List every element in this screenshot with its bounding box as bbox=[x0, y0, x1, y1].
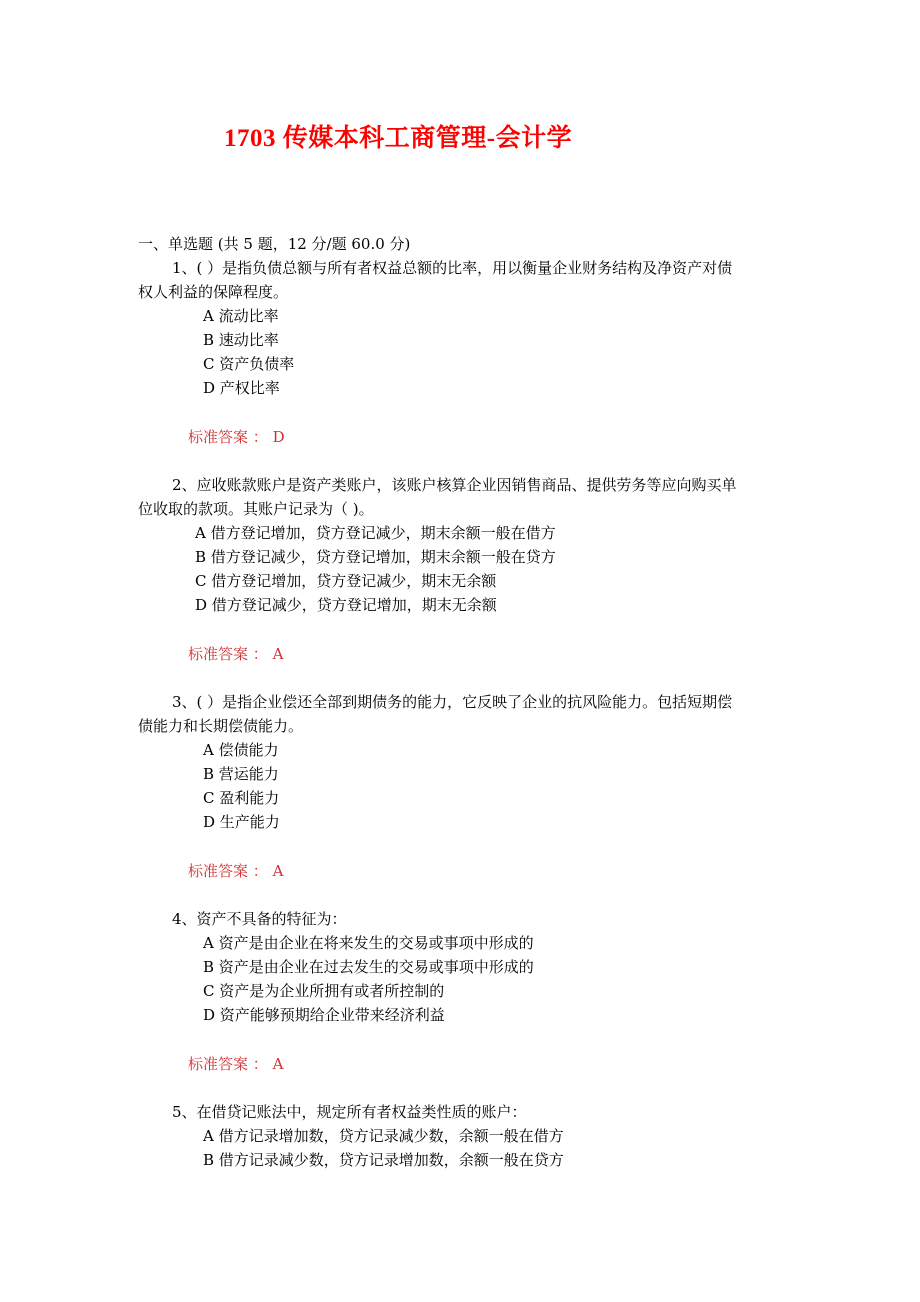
question-3-text-cont: 债能力和长期偿债能力。 bbox=[138, 717, 304, 735]
question-2-option-a: A 借方登记增加，贷方登记减少，期末余额一般在借方 bbox=[195, 524, 556, 542]
question-2-option-c: C 借方登记增加，贷方登记减少，期末无余额 bbox=[195, 572, 497, 590]
question-4-option-d: D 资产能够预期给企业带来经济利益 bbox=[203, 1006, 445, 1024]
answer-label: 标准答案 ： bbox=[188, 428, 268, 446]
question-2-answer bbox=[188, 643, 283, 665]
document-title: 1703 传媒本科工商管理-会计学 bbox=[224, 125, 573, 152]
answer-label: 标准答案 ： bbox=[188, 1055, 268, 1073]
question-3-text: 3、( ）是指企业偿还全部到期债务的能力，它反映了企业的抗风险能力。包括短期偿 bbox=[172, 693, 733, 711]
question-5-option-a: A 借方记录增加数，贷方记录减少数，余额一般在借方 bbox=[203, 1127, 564, 1145]
question-1-text: 1、( ）是指负债总额与所有者权益总额的比率，用以衡量企业财务结构及净资产对债 bbox=[172, 259, 733, 277]
section-header: 一、单选题 (共 5 题，12 分/题 60.0 分) bbox=[138, 235, 411, 253]
question-3-option-d: D 生产能力 bbox=[203, 813, 280, 831]
question-1-option-d: D 产权比率 bbox=[203, 379, 280, 397]
answer-value: A bbox=[272, 645, 284, 663]
question-2-option-b: B 借方登记减少，贷方登记增加，期末余额一般在贷方 bbox=[195, 548, 556, 566]
question-4-option-c: C 资产是为企业所拥有或者所控制的 bbox=[203, 982, 445, 1000]
question-2-option-d: D 借方登记减少，贷方登记增加，期末无余额 bbox=[195, 596, 497, 614]
answer-label: 标准答案 ： bbox=[188, 862, 268, 880]
question-1-option-b: B 速动比率 bbox=[203, 331, 279, 349]
question-4-text: 4、资产不具备的特征为： bbox=[172, 910, 347, 928]
question-4-option-a: A 资产是由企业在将来发生的交易或事项中形成的 bbox=[203, 934, 534, 952]
question-1-option-a: A 流动比率 bbox=[203, 307, 279, 325]
question-4-answer bbox=[188, 1053, 283, 1075]
question-1-option-c: C 资产负债率 bbox=[203, 355, 295, 373]
question-1-answer bbox=[188, 426, 285, 448]
question-4-option-b: B 资产是由企业在过去发生的交易或事项中形成的 bbox=[203, 958, 534, 976]
question-5-option-b: B 借方记录减少数，贷方记录增加数，余额一般在贷方 bbox=[203, 1151, 564, 1169]
question-2-text: 2、应收账款账户是资产类账户，该账户核算企业因销售商品、提供劳务等应向购买单 bbox=[172, 476, 737, 494]
question-5-text: 5、在借贷记账法中，规定所有者权益类性质的账户： bbox=[172, 1103, 527, 1121]
question-1-text-cont: 权人利益的保障程度。 bbox=[138, 283, 289, 301]
answer-value: A bbox=[272, 1055, 284, 1073]
answer-value: A bbox=[272, 862, 284, 880]
question-3-option-a: A 偿债能力 bbox=[203, 741, 279, 759]
question-3-answer bbox=[188, 860, 283, 882]
question-3-option-b: B 营运能力 bbox=[203, 765, 279, 783]
answer-label: 标准答案 ： bbox=[188, 645, 268, 663]
question-3-option-c: C 盈利能力 bbox=[203, 789, 280, 807]
question-2-text-cont: 位收取的款项。其账户记录为（ )。 bbox=[138, 500, 374, 518]
answer-value: D bbox=[272, 428, 285, 446]
